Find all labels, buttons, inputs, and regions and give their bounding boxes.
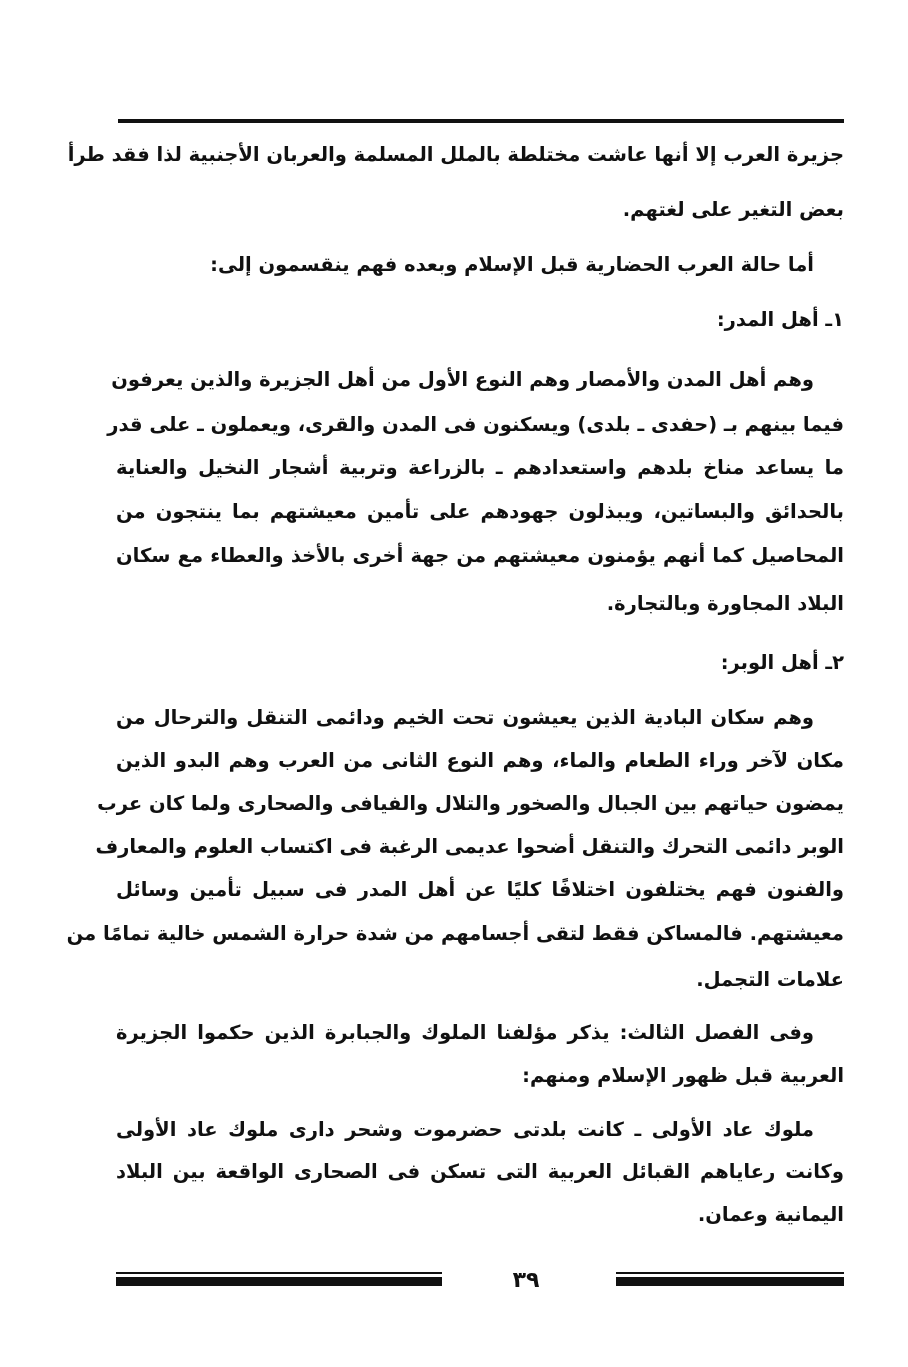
text-line: وهم سكان البادية الذين يعيشون تحت الخيم ودائمى التنقل والترحال من xyxy=(116,706,814,729)
section-heading: ٢ـ أهل الوبر: xyxy=(720,651,844,674)
page-footer xyxy=(116,1266,844,1296)
text-line: وفى الفصل الثالث: يذكر مؤلفنا الملوك والجبابرة الذين حكموا الجزيرة xyxy=(116,1021,814,1044)
text-line: وهم أهل المدن والأمصار وهم النوع الأول من أهل الجزيرة والذين يعرفون xyxy=(111,368,814,391)
text-line: وكانت رعاياهم القبائل العربية التى تسكن فى الصحارى الواقعة بين البلاد xyxy=(116,1160,844,1183)
text-line: المحاصيل كما أنهم يؤمنون معيشتهم من جهة أخرى بالأخذ والعطاء مع سكان xyxy=(116,544,844,567)
header-rule xyxy=(118,119,844,123)
text-line: جزيرة العرب إلا أنها عاشت مختلطة بالملل المسلمة والعربان الأجنبية لذا فقد طرأ xyxy=(67,143,844,166)
text-line: أما حالة العرب الحضارية قبل الإسلام وبعده فهم ينقسمون إلى: xyxy=(210,253,814,276)
text-line: يمضون حياتهم بين الجبال والصخور والتلال والفيافى والصحارى ولما كان عرب xyxy=(97,792,844,815)
text-line: اليمانية وعمان. xyxy=(697,1203,844,1226)
text-line: والفنون فهم يختلفون اختلافًا كليًا عن أهل المدر فى سبيل تأمين وسائل xyxy=(116,878,844,901)
section-heading: ١ـ أهل المدر: xyxy=(716,308,844,331)
text-line: معيشتهم. فالمساكن فقط لتقى أجسامهم من شدة حرارة الشمس خالية تمامًا من xyxy=(66,922,844,945)
footer-rule-right xyxy=(616,1272,844,1286)
text-line: الوبر دائمى التحرك والتنقل أضحوا عديمى الرغبة فى اكتساب العلوم والمعارف xyxy=(95,835,844,858)
text-line: مكان لآخر وراء الطعام والماء، وهم النوع الثانى من العرب وهم البدو الذين xyxy=(116,749,844,772)
page-number: ٣٩ xyxy=(512,1268,540,1293)
text-line: فيما بينهم بـ (حفدى ـ بلدى) ويسكنون فى المدن والقرى، ويعملون ـ على قدر xyxy=(107,413,844,436)
text-line: بالحدائق والبساتين، ويبذلون جهودهم على تأمين معيشتهم بما ينتجون من xyxy=(116,500,844,523)
text-line: ما يساعد مناخ بلدهم واستعدادهم ـ بالزراعة وتربية أشجار النخيل والعناية xyxy=(116,456,844,479)
text-line: البلاد المجاورة وبالتجارة. xyxy=(606,592,844,615)
footer-rule-left xyxy=(116,1272,442,1286)
text-line: بعض التغير على لغتهم. xyxy=(622,198,844,221)
text-line: علامات التجمل. xyxy=(696,968,844,991)
text-line: ملوك عاد الأولى ـ كانت بلدتى حضرموت وشحر دارى ملوك عاد الأولى xyxy=(116,1118,814,1141)
text-line: العربية قبل ظهور الإسلام ومنهم: xyxy=(522,1064,844,1087)
